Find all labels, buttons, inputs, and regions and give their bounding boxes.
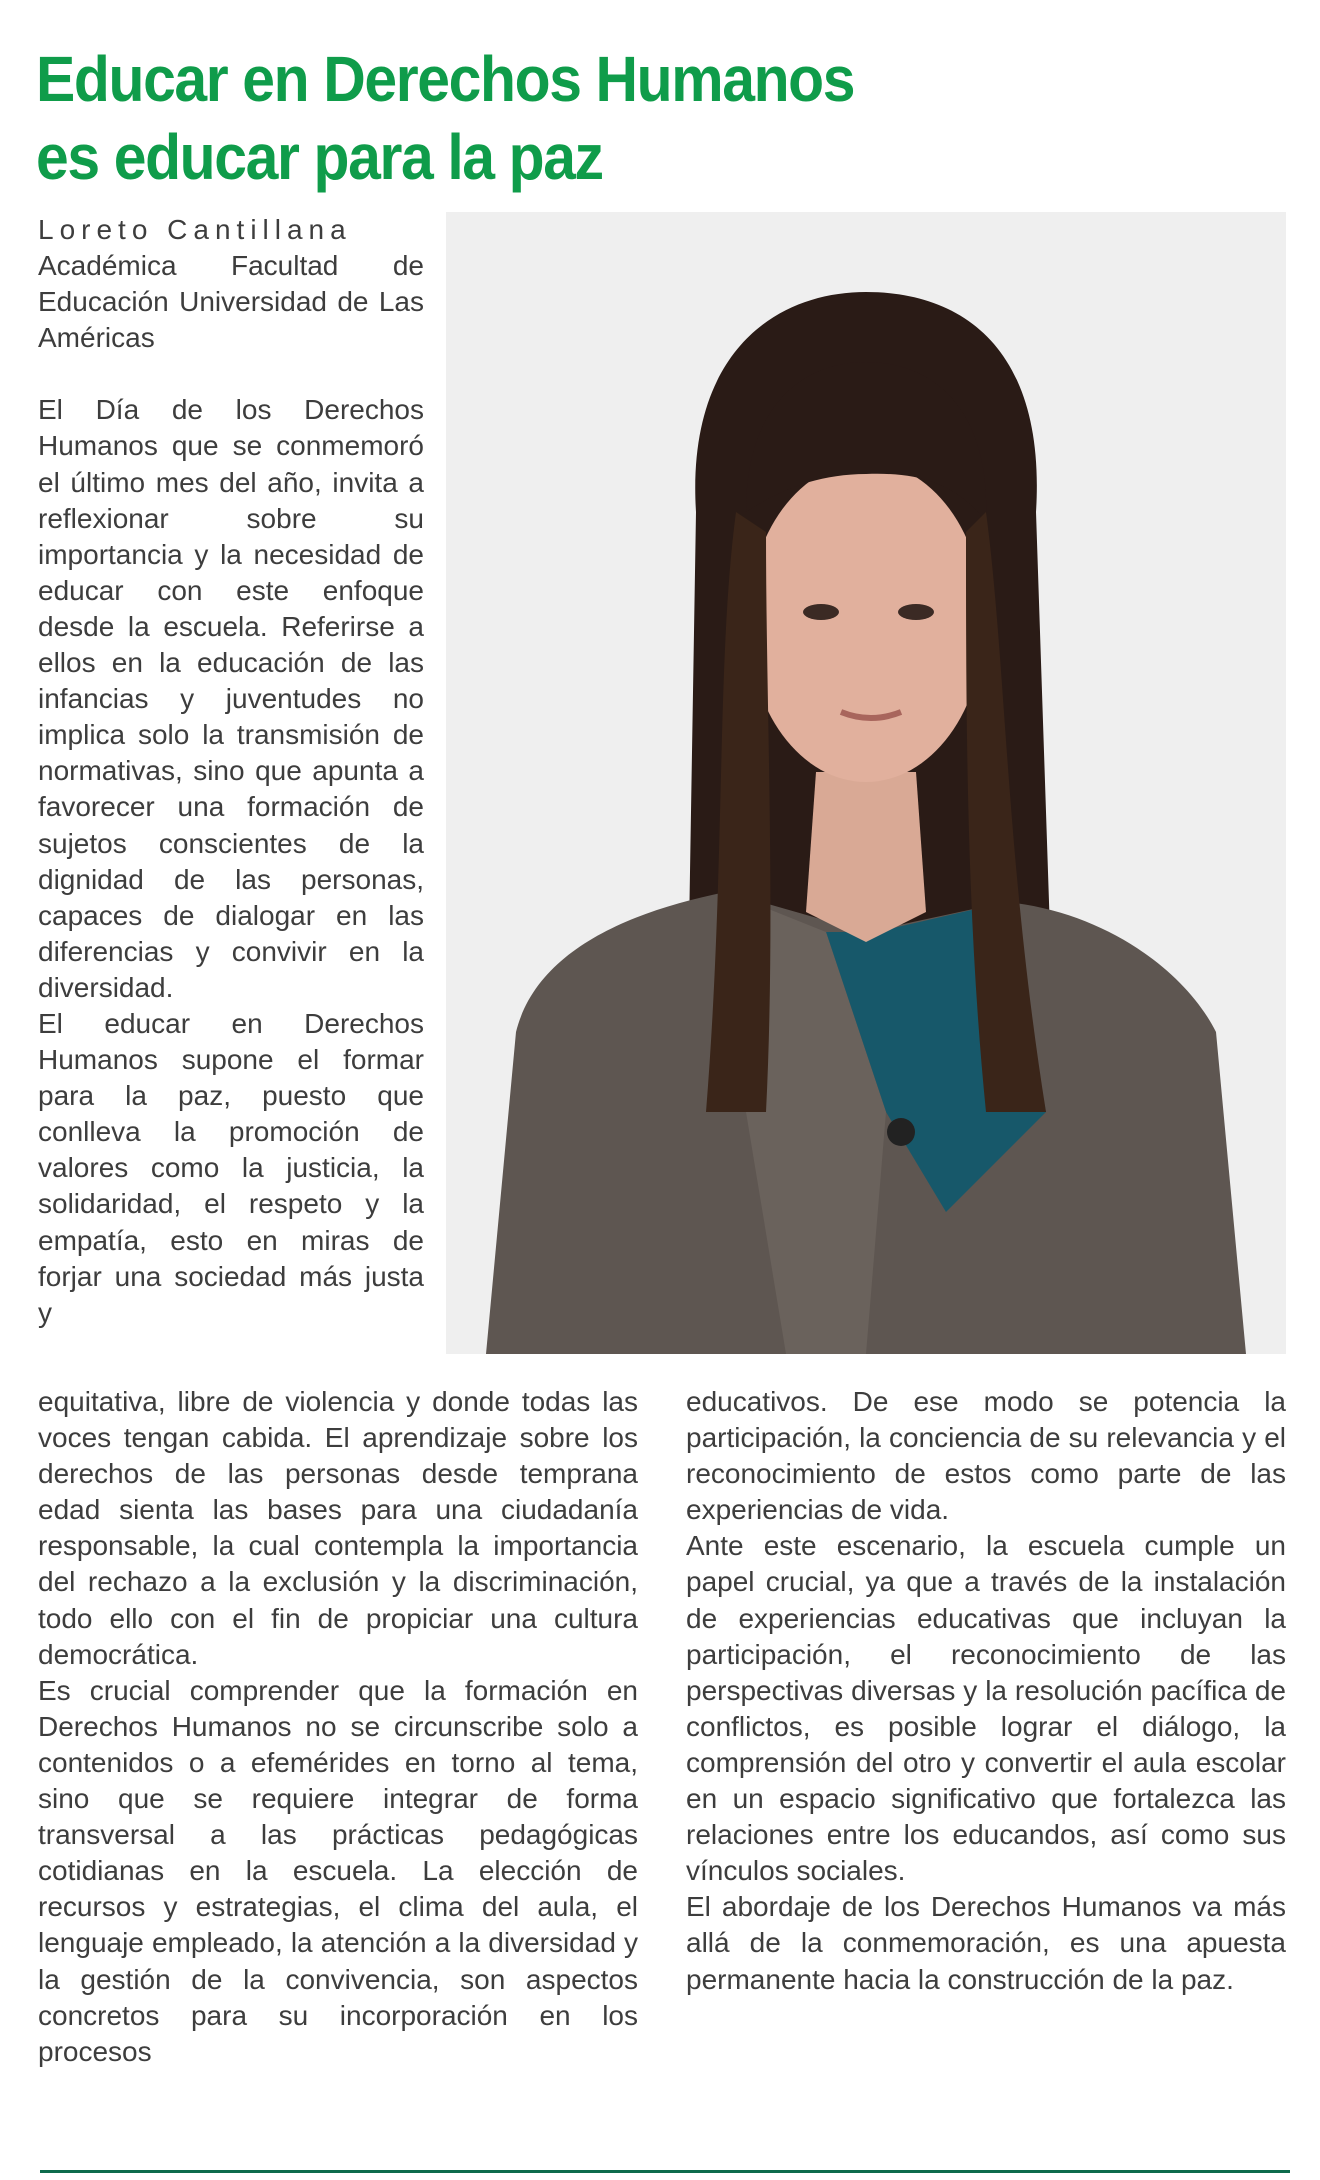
author-affiliation: Académica Facultad de Educación Universidad de Las Américas	[38, 250, 424, 354]
portrait-illustration	[446, 212, 1286, 1354]
headline-line-1: Educar en Derechos Humanos	[36, 43, 855, 115]
article-headline	[36, 40, 956, 196]
footer-rule	[40, 2170, 1290, 2173]
paragraph-2-end: equitativa, libre de violencia y donde todas las voces tengan cabida. El aprendizaje sobre los derechos de las personas desde temprana edad sienta las bases para una ciudadanía responsable, la cual contempla la importancia del rechazo a la exclusión y la discriminación, todo ello con el fin de propiciar una cultura democrática.	[38, 1386, 638, 1670]
paragraph-3-start: Es crucial comprender que la formación en Derechos Humanos no se circunscribe solo a contenidos o a efemérides en torno al tema, sino que se requiere integrar de forma transversal a las prácticas pedagógicas cotidianas en la escuela. La elección de recursos y estrategias, el clima del aula, el lenguaje empleado, la atención a la diversidad y la gestión de la convivencia, son aspectos concretos para su incorporación en los procesos	[38, 1674, 638, 2067]
column-bottom-right	[686, 1384, 1286, 1998]
column-bottom-left	[38, 1384, 638, 2070]
paragraph-2-start: El educar en Derechos Humanos supone el formar para la paz, puesto que conlleva la promoción de valores como la justicia, la solidaridad, el respeto y la empatía, esto en miras de forjar una sociedad más justa y	[38, 1007, 424, 1328]
paragraph-1: El Día de los Derechos Humanos que se conmemoró el último mes del año, invita a reflexionar sobre su importancia y la necesidad de educar con este enfoque desde la escuela. Referirse a ellos en la educación de las infancias y juventudes no implica solo la transmisión de normativas, sino que apunta a favorecer una formación de sujetos conscientes de la dignidad de las personas, capaces de dialogar en las diferencias y convivir en la diversidad.	[38, 394, 424, 1003]
paragraph-4: Ante este escenario, la escuela cumple un papel crucial, ya que a través de la instalación de experiencias educativas que incluyan la participación, el reconocimiento de las perspectivas diversas y la resolución pacífica de conflictos, es posible lograr el diálogo, la comprensión del otro y convertir el aula escolar en un espacio significativo que fortalezca las relaciones entre los educandos, así como sus vínculos sociales.	[686, 1530, 1286, 1887]
author-name: Loreto Cantillana	[38, 214, 352, 245]
paragraph-3-end: educativos. De ese modo se potencia la participación, la conciencia de su relevancia y el reconocimiento de estos como parte de las experiencias de vida.	[686, 1386, 1286, 1526]
author-photo	[446, 212, 1286, 1354]
paragraph-5: El abordaje de los Derechos Humanos va más allá de la conmemoración, es una apuesta permanente hacia la construcción de la paz.	[686, 1891, 1286, 1995]
headline-line-2: es educar para la paz	[36, 121, 603, 193]
column-left-top	[38, 212, 424, 1331]
